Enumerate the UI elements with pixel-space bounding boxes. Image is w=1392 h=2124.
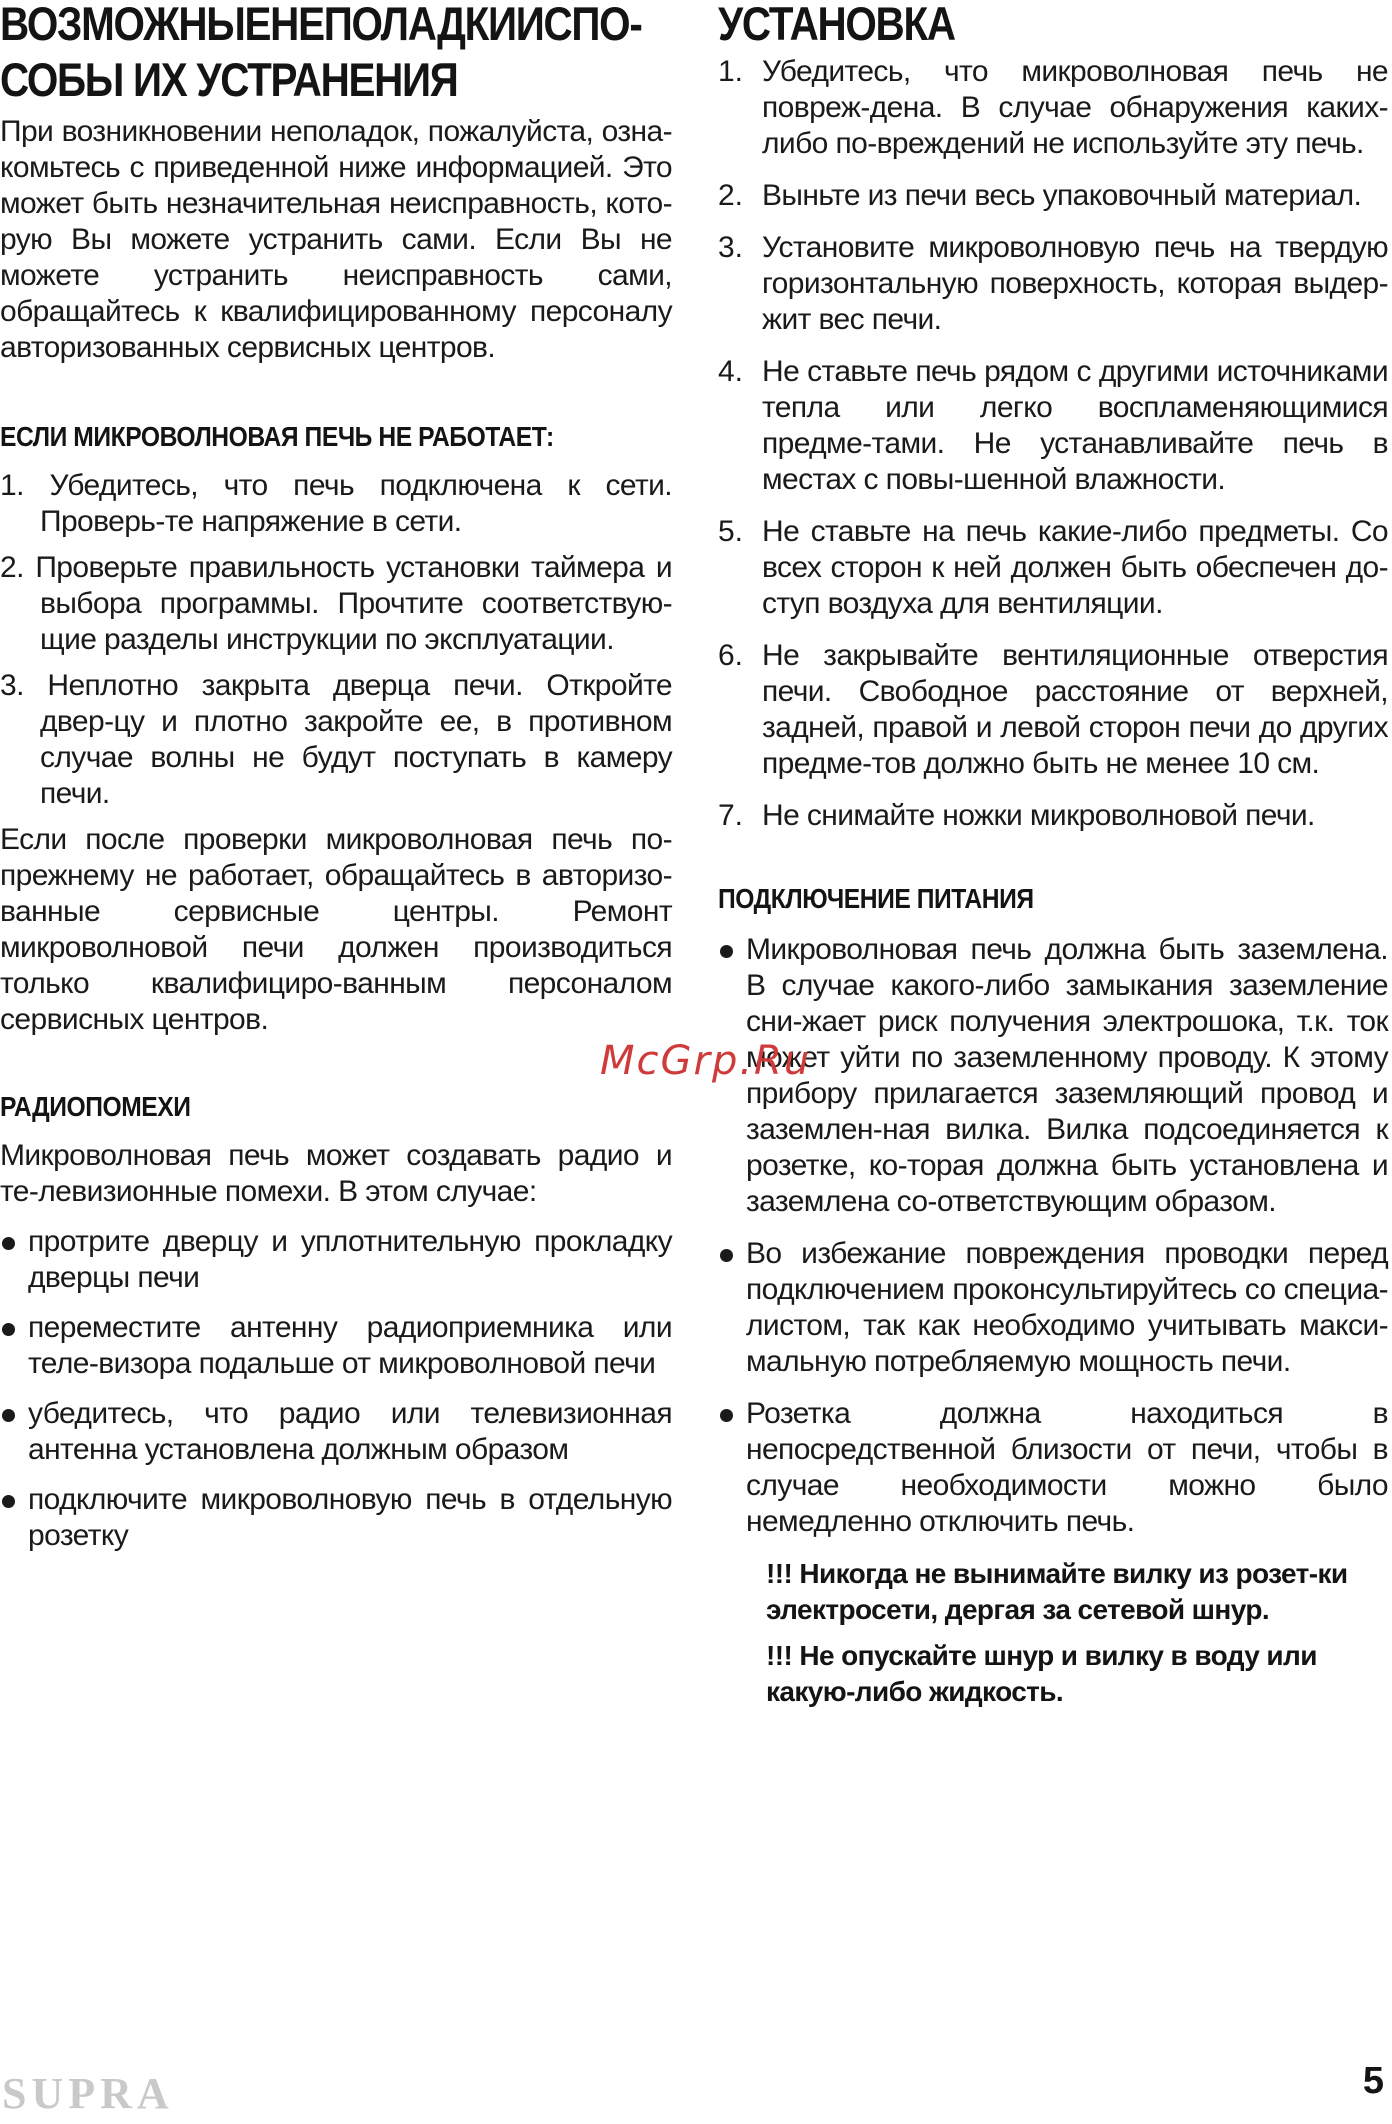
radio-interference-heading: РАДИОПОМЕХИ [0,1091,191,1122]
list-item-number: 7. [718,799,744,832]
bullet-icon [2,1409,15,1422]
list-item-number: 3. [0,669,24,702]
brand-logo: SUPRA [2,2069,174,2118]
bullet-icon [2,1237,15,1250]
list-item-number: 5. [718,515,744,548]
list-item-text: Розетка должна находиться в непосредственной близости от печи, чтобы в случае необходимости можно было немедленно отключить печь. [746,1397,1388,1538]
troubleshooting-title-line1: ВОЗМОЖНЫЕНЕПОЛАДКИИСПО- [0,0,642,50]
list-item-text: Не закрывайте вентиляционные отверстия печи. Свободное расстояние от верхней, задней, правой и левой сторон печи до других предме-тов должно быть не менее 10 см. [762,639,1388,780]
list-item-number: 6. [718,639,744,672]
list-item-text: Во избежание повреждения проводки перед подключением проконсультируйтесь со специа-листом, так как необходимо учитывать макси-мальную потребляемую мощность печи. [746,1237,1388,1378]
list-item [0,1224,672,1296]
list-item-number: 3. [718,231,744,264]
list-item-text: подключите микроволновую печь в отдельную розетку [28,1483,672,1552]
troubleshooting-title [0,0,671,108]
bullet-icon [720,1409,733,1422]
list-item [718,178,1388,214]
radio-list [0,1224,672,1554]
list-item-body: Проверьте правильность установки таймера и выбора программы. Прочтите соответствую-щие разделы инструкции по эксплуатации. [35,551,672,656]
list-item [718,798,1388,834]
list-item-text: протрите дверцу и уплотнительную прокладку дверцы печи [28,1225,672,1294]
list-item [718,54,1388,162]
installation-list [718,54,1388,834]
not-working-list [0,468,672,812]
page-number: 5 [1362,2060,1384,2102]
list-item-number: 1. [718,55,744,88]
list-item-number: 2. [718,179,744,212]
right-column [718,0,1388,1710]
list-item-text: Не ставьте на печь какие-либо предметы. Со всех сторон к ней должен быть обеспечен до-ступ воздуха для вентиляции. [762,515,1388,620]
list-item-text: Выньте из печи весь упаковочный материал. [762,179,1362,212]
warning-unplug: !!! Никогда не вынимайте вилку из розет-ки электросети, дергая за сетевой шнур. [766,1558,1348,1625]
power-list [718,932,1388,1540]
bullet-icon [720,1249,733,1262]
list-item-text: Установите микроволновую печь на твердую горизонтальную поверхность, которая выдер-жит вес печи. [762,231,1388,336]
list-item [718,638,1388,782]
list-item [718,1236,1388,1380]
list-item [718,514,1388,622]
left-column [0,0,672,1568]
list-item [0,1310,672,1382]
list-item [718,1396,1388,1540]
list-item-text [0,550,672,658]
watermark-text: McGrp.Ru [600,1038,812,1084]
list-item-number: 4. [718,355,744,388]
list-item-text: Убедитесь, что микроволновая печь не повреж-дена. В случае обнаружения каких-либо по-вреждений не используйте эту печь. [762,55,1388,160]
warning-water: !!! Не опускайте шнур и вилку в воду или какую-либо жидкость. [766,1640,1317,1707]
bullet-icon [2,1323,15,1336]
list-item-text [0,468,672,540]
bullet-icon [2,1495,15,1508]
list-item-text: Не снимайте ножки микроволновой печи. [762,799,1315,832]
list-item-text: переместите антенну радиоприемника или теле-визора подальше от микроволновой печи [28,1311,672,1380]
list-item [718,230,1388,338]
list-item-body: Неплотно закрыта дверца печи. Откройте двер-цу и плотно закройте ее, в противном случае волны не будут поступать в камеру печи. [40,669,672,810]
bullet-icon [720,945,733,958]
list-item-text: Микроволновая печь должна быть заземлена. В случае какого-либо замыкания заземление сни-жает риск получения электрошока, т.к. ток может уйти по заземленному проводу. К этому прибору прилагается заземляющий провод и заземлен-ная вилка. Вилка подсоединяется к розетке, ко-торая должна быть установлена и заземлена со-ответствующим образом. [746,933,1388,1218]
list-item [0,550,672,658]
installation-title: УСТАНОВКА [718,0,955,50]
radio-intro: Микроволновая печь может создавать радио и те-левизионные помехи. В этом случае: [0,1139,672,1208]
list-item [0,468,672,540]
list-item-text: убедитесь, что радио или телевизионная антенна установлена должным образом [28,1397,672,1466]
list-item-text: Не ставьте печь рядом с другими источниками тепла или легко воспламеняющимися предме-тами. Не устанавливайте печь в местах с повы-шенной влажности. [762,355,1388,496]
troubleshooting-title-line2: СОБЫ ИХ УСТРАНЕНИЯ [0,53,458,106]
list-item-number: 2. [0,551,24,584]
after-check-paragraph: Если после проверки микроволновая печь по-прежнему не работает, обращайтесь в авторизо-ванные сервисные центры. Ремонт микроволновой печи должен производиться только квалифициро-ванным персоналом сервисных центров. [0,823,672,1036]
list-item-text [0,668,672,812]
power-connection-heading: ПОДКЛЮЧЕНИЕ ПИТАНИЯ [718,883,1034,914]
list-item-number: 1. [0,469,24,502]
list-item [718,932,1388,1220]
troubleshooting-intro: При возникновении неполадок, пожалуйста, озна-комьтесь с приведенной ниже информацией. Это может быть незначительная неисправность, кото-рую Вы можете устранить сами. Если Вы не можете устранить неисправность сами, обращайтесь к квалифицированному персоналу авторизованных сервисных центров. [0,115,672,364]
list-item [718,354,1388,498]
list-item-body: Убедитесь, что печь подключена к сети. Проверь-те напряжение в сети. [40,469,672,538]
list-item [0,668,672,812]
list-item [0,1482,672,1554]
list-item [0,1396,672,1468]
not-working-heading: ЕСЛИ МИКРОВОЛНОВАЯ ПЕЧЬ НЕ РАБОТАЕТ: [0,421,554,452]
